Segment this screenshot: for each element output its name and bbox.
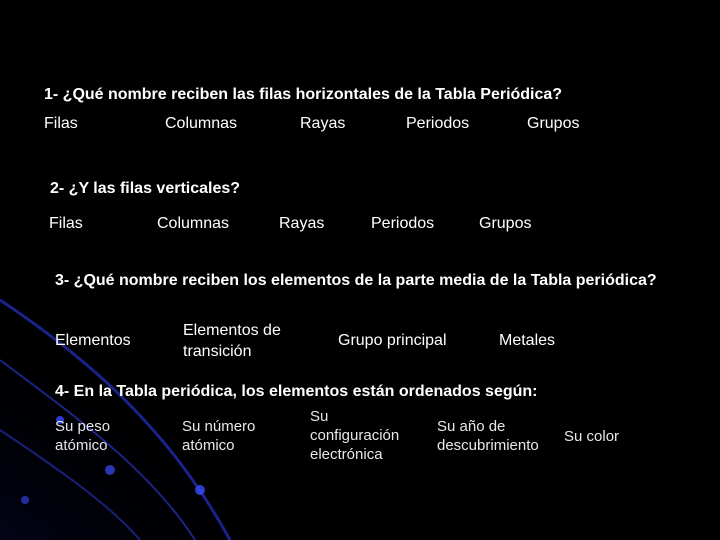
q2-option-rayas[interactable]: Rayas <box>279 215 325 232</box>
q3-option-grupo-principal[interactable]: Grupo principal <box>338 332 447 349</box>
q4-option-peso-atomico[interactable]: Su peso atómico <box>55 418 111 454</box>
q1-option-periodos[interactable]: Periodos <box>406 115 470 132</box>
q2-option-grupos[interactable]: Grupos <box>479 215 532 232</box>
q1-option-filas[interactable]: Filas <box>44 115 78 132</box>
q4-option-configuracion-electronica[interactable]: Su configuración electrónica <box>310 408 400 463</box>
q2-option-filas[interactable]: Filas <box>49 215 83 232</box>
q4-option-ano-descubrimiento[interactable]: Su año de descubrimiento <box>437 418 539 454</box>
q1-option-grupos[interactable]: Grupos <box>527 115 580 132</box>
q3-option-elementos[interactable]: Elementos <box>55 332 131 349</box>
question-3: 3- ¿Qué nombre reciben los elementos de la parte media de la Tabla periódica? <box>55 272 657 289</box>
q3-option-metales[interactable]: Metales <box>499 332 556 349</box>
q4-option-color[interactable]: Su color <box>564 428 620 445</box>
q2-option-columnas[interactable]: Columnas <box>157 215 230 232</box>
question-1: 1- ¿Qué nombre reciben las filas horizontales de la Tabla Periódica? <box>44 86 563 103</box>
q3-option-elementos-de-transicion[interactable]: Elementos de transición <box>183 322 281 360</box>
question-4: 4- En la Tabla periódica, los elementos están ordenados según: <box>55 383 538 400</box>
q1-option-columnas[interactable]: Columnas <box>165 115 238 132</box>
q4-option-numero-atomico[interactable]: Su número atómico <box>182 418 256 454</box>
q1-option-rayas[interactable]: Rayas <box>300 115 346 132</box>
q2-option-periodos[interactable]: Periodos <box>371 215 435 232</box>
question-2: 2- ¿Y las filas verticales? <box>50 180 241 197</box>
